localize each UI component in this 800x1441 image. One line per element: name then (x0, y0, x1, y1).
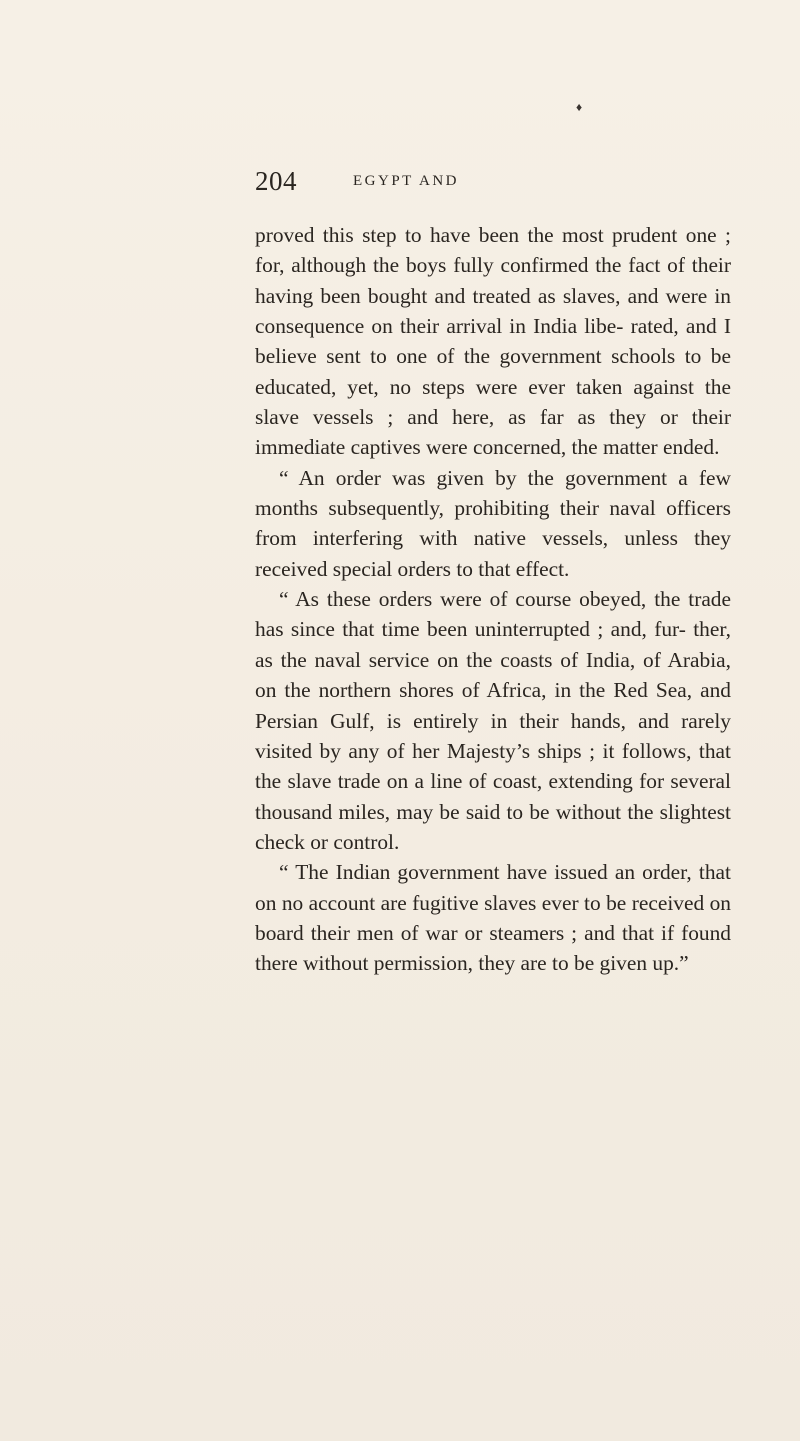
paragraph: proved this step to have been the most prudent one ; for, although the boys fully confirmed the fact of their having been bought and treated as slaves, and were in consequence on their arrival in India libe- rated, and I believe sent to one of the government schools to be educated, yet, no steps were ever taken against the slave vessels ; and here, as far as they or their immediate captives were concerned, the matter ended. (255, 223, 731, 460)
ink-mark: ♦ (576, 100, 583, 114)
running-head: EGYPT AND (353, 173, 459, 189)
page-number: 204 (255, 166, 297, 196)
body-text (255, 220, 731, 979)
paragraph: “ The Indian government have issued an order, that on no account are fugitive slaves ever to be received on board their men of war or steamers ; and that if found there without permission, they are to be given up.” (255, 860, 731, 976)
paragraph: “ As these orders were of course obeyed, the trade has since that time been uninterrupted ; and, fur- ther, as the naval service on the coasts of India, of Arabia, on the northern shores of Africa, in the Red Sea, and Persian Gulf, is entirely in their hands, and rarely visited by any of her Majesty’s ships ; it follows, that the slave trade on a line of coast, extending for several thousand miles, may be said to be without the slightest check or control. (255, 587, 731, 854)
page-header (255, 166, 735, 206)
paragraph: “ An order was given by the government a few months subsequently, prohibiting their naval officers from interfering with native vessels, unless they received special orders to that effect. (255, 465, 731, 581)
